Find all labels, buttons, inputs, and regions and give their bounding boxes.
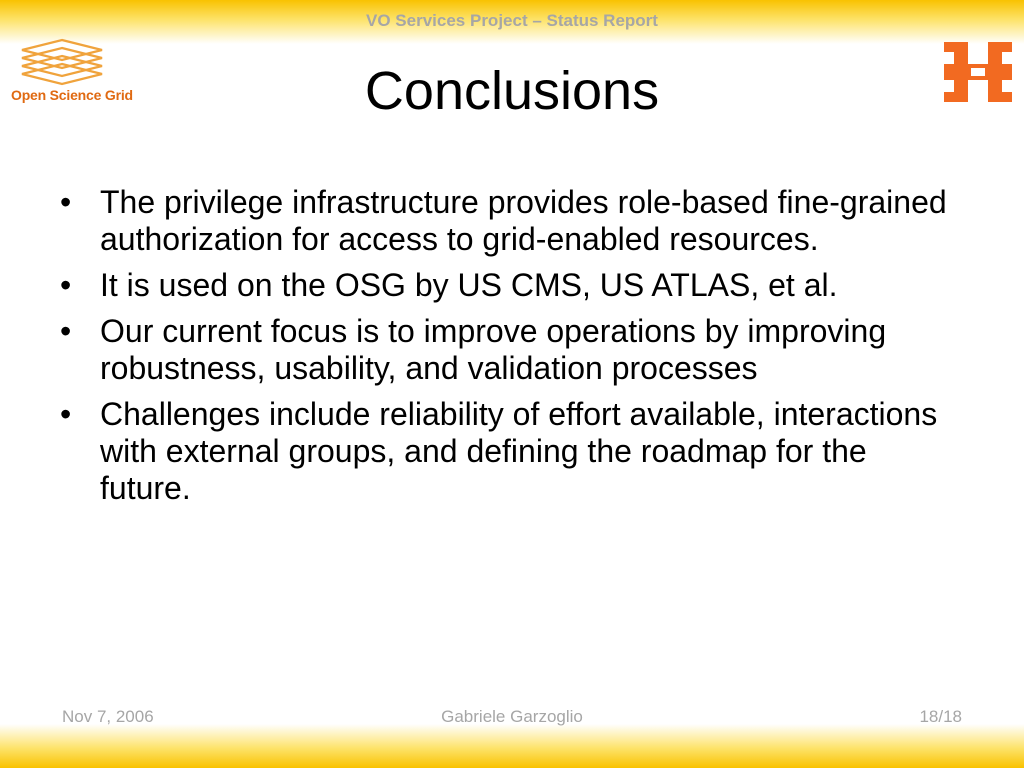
bullet-icon: •	[60, 313, 72, 349]
bullet-text: The privilege infrastructure provides role-based fine-grained authorization for access to grid-enabled resources.	[100, 184, 947, 257]
bullet-item	[58, 267, 948, 304]
bullet-icon: •	[60, 184, 72, 220]
bullet-item	[58, 184, 948, 258]
slide-title: Conclusions	[364, 61, 660, 121]
header-title: VO Services Project – Status Report	[366, 11, 658, 30]
bullet-text: Our current focus is to improve operations by improving robustness, usability, and validation processes	[100, 313, 887, 386]
bullet-text: It is used on the OSG by US CMS, US ATLAS, et al.	[100, 267, 838, 303]
bullet-list	[58, 184, 948, 516]
footer-author: Gabriele Garzoglio	[441, 707, 583, 726]
bottom-gradient-band	[0, 724, 1024, 768]
bullet-item	[58, 396, 948, 507]
bullet-text: Challenges include reliability of effort available, interactions with external groups, and defining the roadmap for the future.	[100, 396, 938, 506]
bullet-item	[58, 313, 948, 387]
footer-page-number: 18/18	[919, 707, 962, 726]
footer-date: Nov 7, 2006	[62, 707, 154, 726]
bullet-icon: •	[60, 267, 72, 303]
osg-logo-label: Open Science Grid	[11, 87, 133, 103]
bullet-icon: •	[60, 396, 72, 432]
